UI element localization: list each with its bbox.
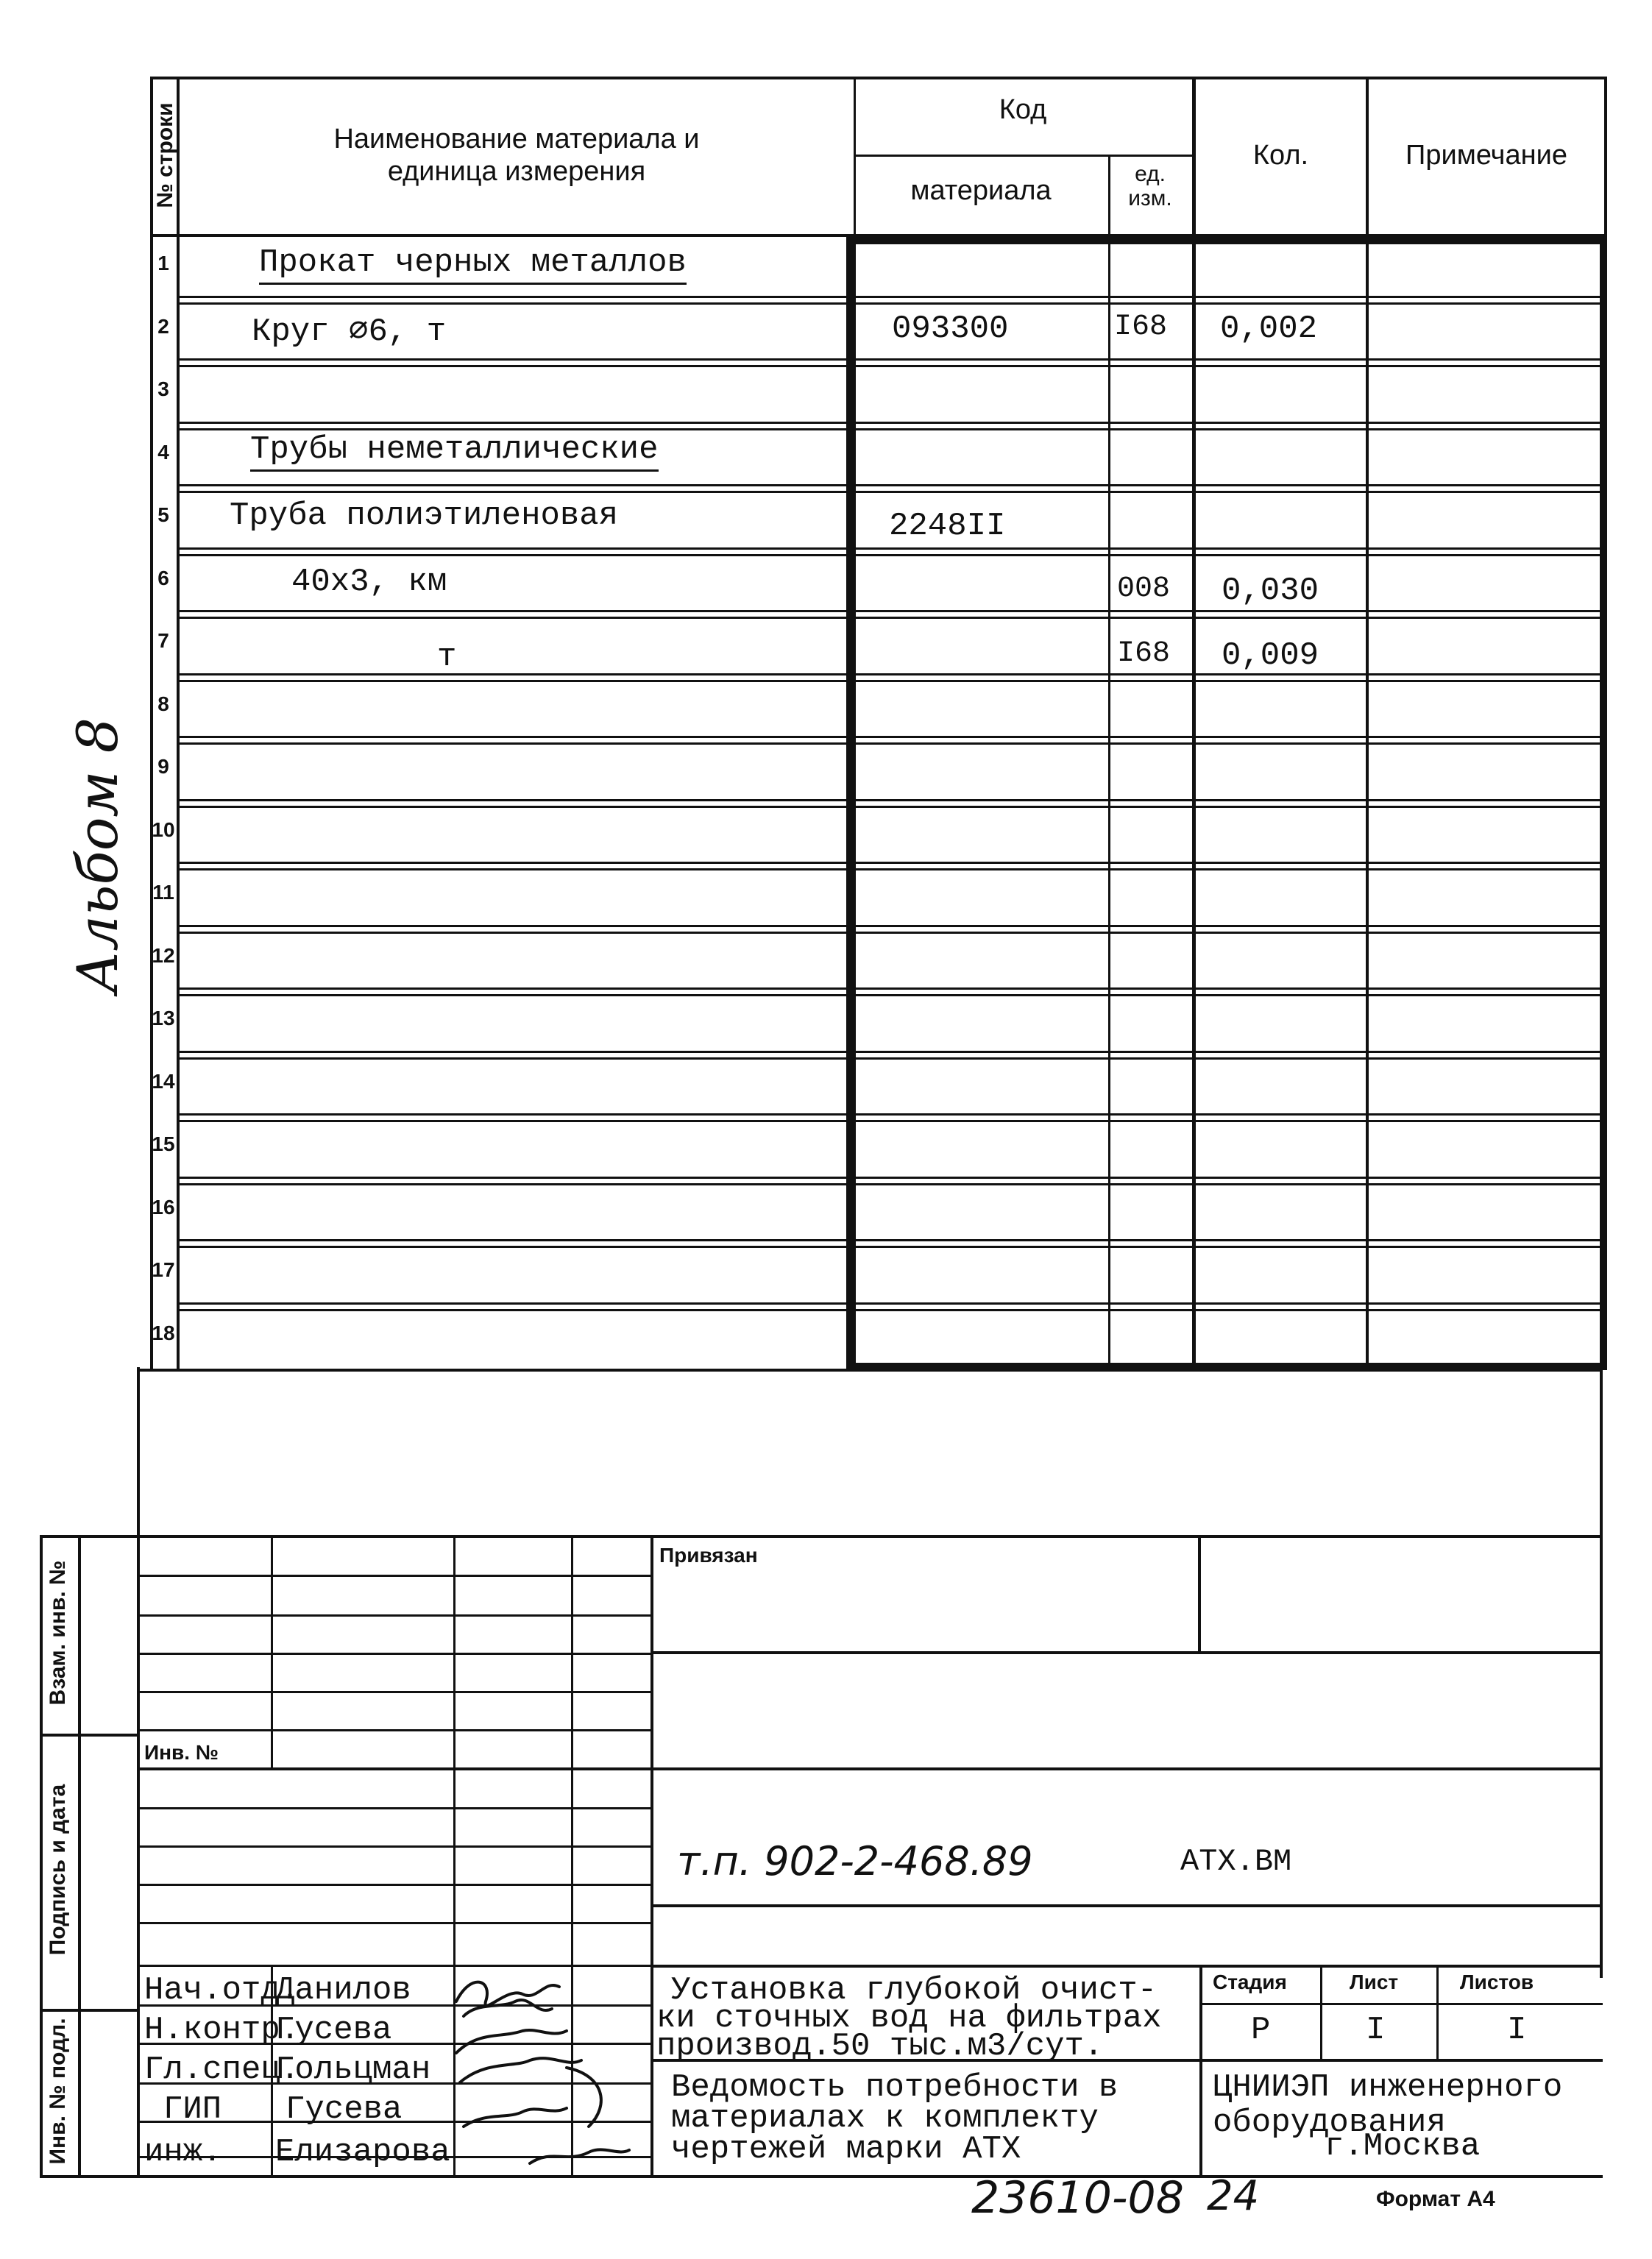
- row-7-qty: 0,009: [1222, 637, 1319, 674]
- staff-role-3: Гл.спец.: [144, 2051, 300, 2088]
- staff-role-4: ГИП: [163, 2091, 222, 2128]
- sheets-label: Листов: [1460, 1971, 1534, 1993]
- staff-name-3: Гольцман: [275, 2051, 431, 2088]
- row-6-qty: 0,030: [1222, 572, 1319, 609]
- row-separator: [177, 491, 1604, 493]
- signature-scribbles: [442, 1957, 633, 2178]
- album-label: Альбом 8: [65, 717, 130, 993]
- unit-header-line1: ед.: [1135, 162, 1166, 186]
- row-6-name: 40х3, км: [291, 564, 447, 600]
- row-separator: [177, 1183, 1604, 1185]
- row-separator: [177, 547, 1604, 550]
- row-separator: [177, 1120, 1604, 1122]
- name-header: [180, 124, 854, 188]
- org-line-2: оборудования: [1213, 2104, 1446, 2141]
- quantity-header: Кол.: [1252, 140, 1309, 171]
- row-separator: [177, 1309, 1604, 1311]
- staff-role-1: Нач.отд.: [144, 1972, 300, 2009]
- row-number: 6: [157, 567, 169, 589]
- row-5-name: Труба полиэтиленовая: [230, 497, 619, 534]
- sheet-label: Лист: [1350, 1971, 1399, 1993]
- row-separator: [177, 868, 1604, 870]
- title-grid-line: [137, 1807, 652, 1809]
- row-number: 2: [157, 315, 169, 338]
- row-number: 9: [157, 755, 169, 778]
- unit-header-line2: изм.: [1128, 186, 1172, 210]
- row-number: 1: [157, 252, 169, 274]
- title-grid-line: [137, 1845, 652, 1848]
- staff-name-4: Гусева: [286, 2091, 403, 2128]
- row-separator: [177, 1057, 1604, 1060]
- row-7-name: т: [437, 639, 457, 675]
- row-number: 12: [152, 944, 175, 967]
- row-separator: [177, 554, 1604, 556]
- footer-number: 23610-08: [971, 2172, 1184, 2224]
- name-header-line2: единица измерения: [387, 155, 646, 187]
- row-number: 13: [152, 1007, 175, 1029]
- row-number: 14: [152, 1070, 175, 1093]
- staff-name-2: Гусева: [275, 2012, 392, 2049]
- row-2-name: Круг ∅6, т: [252, 313, 447, 350]
- title-grid-line: [137, 1614, 652, 1617]
- row-6-unit: 008: [1117, 572, 1171, 606]
- row-separator: [177, 925, 1604, 927]
- row-separator: [177, 484, 1604, 486]
- row-separator: [177, 358, 1604, 361]
- doc-title-line-1: Ведомость потребности в: [671, 2069, 1119, 2106]
- row-separator: [177, 1051, 1604, 1053]
- staff-name-1: Данилов: [275, 1972, 411, 2009]
- row-separator: [177, 302, 1604, 305]
- title-grid-line: [137, 1575, 652, 1577]
- row-number: 10: [152, 818, 175, 841]
- project-line-2: ки сточных вод на фильтрах: [656, 2000, 1162, 2037]
- name-header-line1: Наименование материала и: [333, 124, 700, 155]
- row-separator: [177, 932, 1604, 934]
- row-separator: [177, 862, 1604, 864]
- row-separator: [177, 296, 1604, 298]
- row-1-name: Прокат черных металлов: [259, 244, 687, 285]
- row-separator: [177, 673, 1604, 675]
- row-separator: [177, 994, 1604, 996]
- row-separator: [177, 428, 1604, 430]
- row-2-code: 093300: [892, 311, 1009, 347]
- row-separator: [177, 680, 1604, 682]
- staff-role-5: инж.: [144, 2134, 222, 2171]
- row-number: 8: [157, 692, 169, 715]
- row-separator: [177, 742, 1604, 745]
- row-number: 18: [152, 1322, 175, 1344]
- doc-mark: АТХ.ВМ: [1180, 1844, 1292, 1879]
- privyazan-label: Привязан: [659, 1544, 758, 1567]
- podpis-data-label: Подпись и дата: [46, 1784, 70, 1956]
- sheet-value: I: [1366, 2012, 1386, 2049]
- row-separator: [177, 1239, 1604, 1241]
- row-number: 3: [157, 377, 169, 400]
- title-grid-line: [137, 1653, 652, 1655]
- stage-value: Р: [1251, 2012, 1271, 2049]
- code-header: Код: [999, 94, 1047, 125]
- doc-title-line-2: материалах к комплекту: [671, 2100, 1099, 2137]
- note-header: Примечание: [1405, 140, 1567, 171]
- row-separator: [177, 806, 1604, 808]
- stage-label: Стадия: [1213, 1971, 1287, 1993]
- staff-role-2: Н.контр.: [144, 2012, 300, 2049]
- doc-code: т.п. 902-2-468.89: [677, 1838, 1033, 1884]
- row-separator: [177, 1302, 1604, 1305]
- row-number: 4: [157, 441, 169, 464]
- row-5-code: 2248II: [889, 508, 1006, 545]
- row-separator: [177, 987, 1604, 990]
- row-number: 11: [152, 881, 174, 904]
- title-grid-line: [137, 1884, 652, 1886]
- row-separator: [177, 422, 1604, 424]
- row-separator: [177, 617, 1604, 619]
- row-number: 15: [152, 1132, 175, 1155]
- title-grid-line: [137, 1691, 652, 1693]
- title-grid-line: [137, 1922, 652, 1924]
- row-number: 16: [152, 1196, 175, 1219]
- vzam-inv-label: Взам. инв. №: [46, 1560, 70, 1706]
- row-number-header: № строки: [153, 102, 177, 208]
- row-2-unit: I68: [1114, 311, 1168, 344]
- row-separator: [177, 365, 1604, 367]
- row-separator: [177, 799, 1604, 801]
- row-2-qty: 0,002: [1220, 311, 1318, 347]
- doc-title-line-3: чертежей марки АТХ: [671, 2131, 1021, 2168]
- sheets-value: I: [1507, 2012, 1527, 2049]
- org-line-1: ЦНИИЭП инженерного: [1213, 2069, 1563, 2106]
- row-separator: [177, 1246, 1604, 1248]
- inv-no-label: Инв. №: [144, 1741, 219, 1764]
- staff-name-5: Елизарова: [275, 2134, 450, 2171]
- project-line-1: Установка глубокой очист-: [671, 1972, 1158, 2009]
- row-separator: [177, 1113, 1604, 1116]
- row-number: 7: [157, 629, 169, 652]
- row-separator: [177, 1177, 1604, 1179]
- row-7-unit: I68: [1117, 637, 1171, 670]
- title-grid-line: [137, 1729, 652, 1731]
- unit-header: [1108, 162, 1192, 210]
- row-separator: [177, 610, 1604, 612]
- row-number: 17: [152, 1258, 175, 1281]
- footer-format: Формат А4: [1376, 2187, 1495, 2211]
- row-4-name: Трубы неметаллические: [250, 431, 659, 472]
- footer-page: 24: [1207, 2172, 1260, 2220]
- row-separator: [177, 736, 1604, 738]
- material-code-header: материала: [910, 175, 1052, 206]
- org-line-3: г.Москва: [1325, 2128, 1481, 2165]
- row-number: 5: [157, 503, 169, 526]
- project-line-3: производ.50 тыс.м3/сут.: [656, 2028, 1104, 2065]
- inv-podl-label: Инв. № подл.: [46, 2018, 70, 2165]
